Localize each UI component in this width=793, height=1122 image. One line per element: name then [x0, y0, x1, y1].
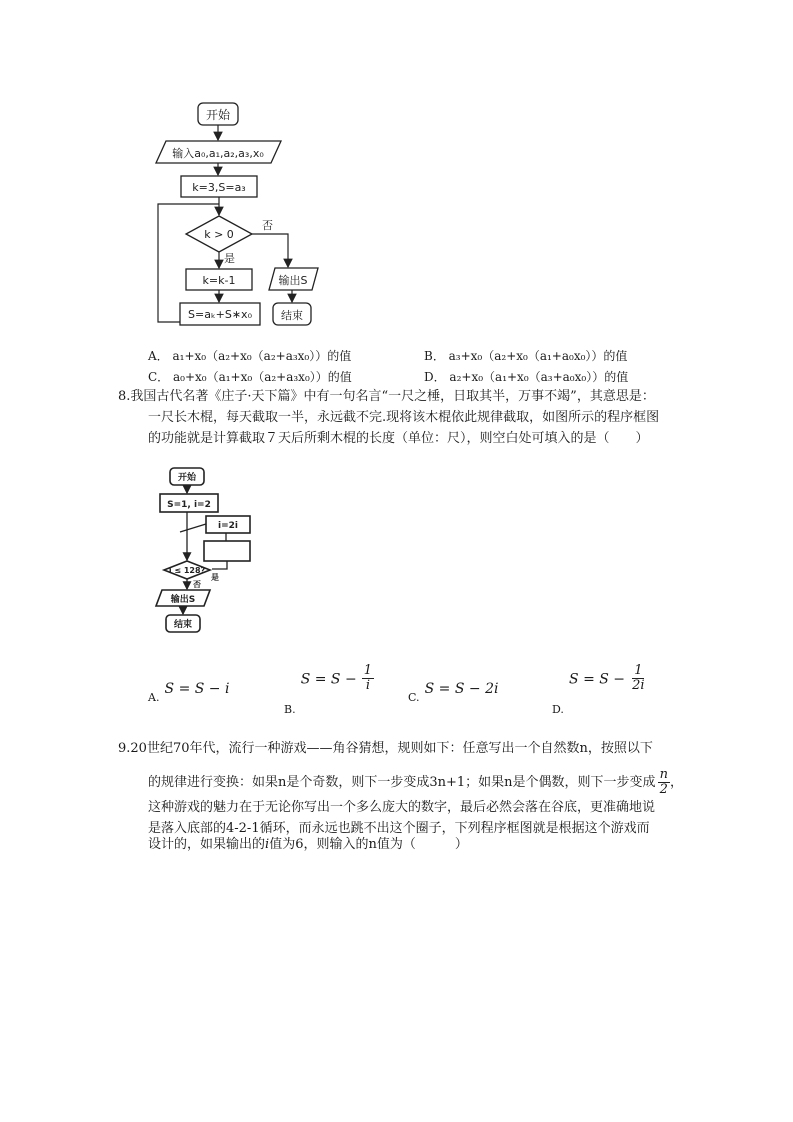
q7-option-d: D． a₂+x₀（a₁+x₀（a₃+a₀x₀））的值 [424, 370, 629, 384]
q9-line-3: 这种游戏的魅力在于无论你写出一个多么庞大的数字，最后必然会落在谷底，更准确地说 [148, 800, 656, 815]
init2-label: S=1, i=2 [167, 500, 211, 510]
q8-option-b-label: B. [284, 703, 296, 717]
q9-line-2 [148, 768, 683, 798]
q8-option-a-label: A. [148, 691, 160, 704]
q7-option-c: C． a₀+x₀（a₁+x₀（a₂+a₃x₀））的值 [148, 370, 352, 384]
q8-option-d-numerator: 1 [634, 663, 643, 678]
q9-line-5-start: 设计的，如果输出的 [148, 837, 266, 852]
condition-label: k > 0 [204, 228, 234, 241]
yes2-label: 是 [211, 573, 219, 582]
decrement-label: k=k-1 [202, 274, 236, 287]
q9-line-4: 是落入底部的4-2-1循环，而永远也跳不出这个圈子，下列程序框图就是根据这个游戏而 [148, 821, 650, 836]
q7-option-b: B． a₃+x₀（a₂+x₀（a₁+a₀x₀））的值 [424, 349, 628, 363]
condition2-label: i ≤ 128? [168, 566, 206, 575]
end-label: 结束 [281, 309, 303, 322]
start2-label: 开始 [177, 473, 197, 483]
q9-fraction-numerator: n [659, 767, 668, 782]
q8-line-1: 8.我国古代名著《庄子·天下篇》中有一句名言“一尺之棰，日取其半，万事不竭”，其意思是： [118, 389, 655, 404]
blank-box [204, 541, 250, 561]
q8-option-d-denominator: 2i [632, 678, 645, 694]
q8-option-a [148, 681, 230, 705]
q8-option-b-denominator: i [365, 678, 370, 694]
q8-option-b-lhs: S = S − [300, 671, 357, 688]
end2-label: 结束 [173, 620, 193, 630]
init-label: k=3,S=a₃ [192, 181, 246, 194]
q9-line-5-var: i [265, 837, 270, 852]
q9-line-2-end: ， [669, 775, 683, 791]
q7-option-a: A． a₁+x₀（a₂+x₀（a₂+a₃x₀））的值 [148, 349, 352, 363]
no2-label: 否 [193, 580, 201, 589]
yes-label: 是 [224, 252, 235, 265]
q8-option-d-lhs: S = S − [569, 671, 626, 688]
q9-line-5-end: 值为6，则输入的n值为（ ） [269, 837, 468, 852]
q9-line-2-text: 的规律进行变换：如果n是个奇数，则下一步变成3n+1；如果n是个偶数，则下一步变成 [148, 775, 656, 791]
update2-label: i=2i [218, 521, 238, 531]
q9-line-1: 9.20世纪70年代，流行一种游戏——角谷猜想，规则如下：任意写出一个自然数n，按照以下 [118, 741, 653, 756]
q8-option-a-expr: S = S − i [164, 681, 230, 697]
q8-option-c-label: C. [408, 691, 420, 704]
q8-option-c [408, 681, 499, 705]
q9-fraction-denominator: 2 [659, 782, 668, 798]
update-label: S=aₖ+S∗x₀ [188, 308, 252, 321]
input-label: 输入a₀,a₁,a₂,a₃,x₀ [172, 147, 264, 160]
start-label: 开始 [205, 108, 231, 122]
q8-line-3: 的功能就是计算截取７天后所剩木棍的长度（单位：尺），则空白处可填入的是（ ） [148, 431, 649, 446]
q9-line-5 [148, 834, 468, 855]
q8-option-c-expr: S = S − 2i [424, 681, 499, 697]
q8-line-2: 一尺长木棍，每天截取一半，永远截不完.现将该木棍依此规律截取，如图所示的程序框图 [148, 410, 660, 425]
output-label: 输出S [278, 274, 308, 287]
q8-option-d-label: D. [552, 703, 564, 717]
q8-option-b-numerator: 1 [363, 663, 373, 678]
q8-option-d [552, 663, 647, 717]
q8-option-b [284, 663, 374, 717]
no-label: 否 [262, 219, 273, 232]
output2-label: 输出S [170, 595, 196, 605]
